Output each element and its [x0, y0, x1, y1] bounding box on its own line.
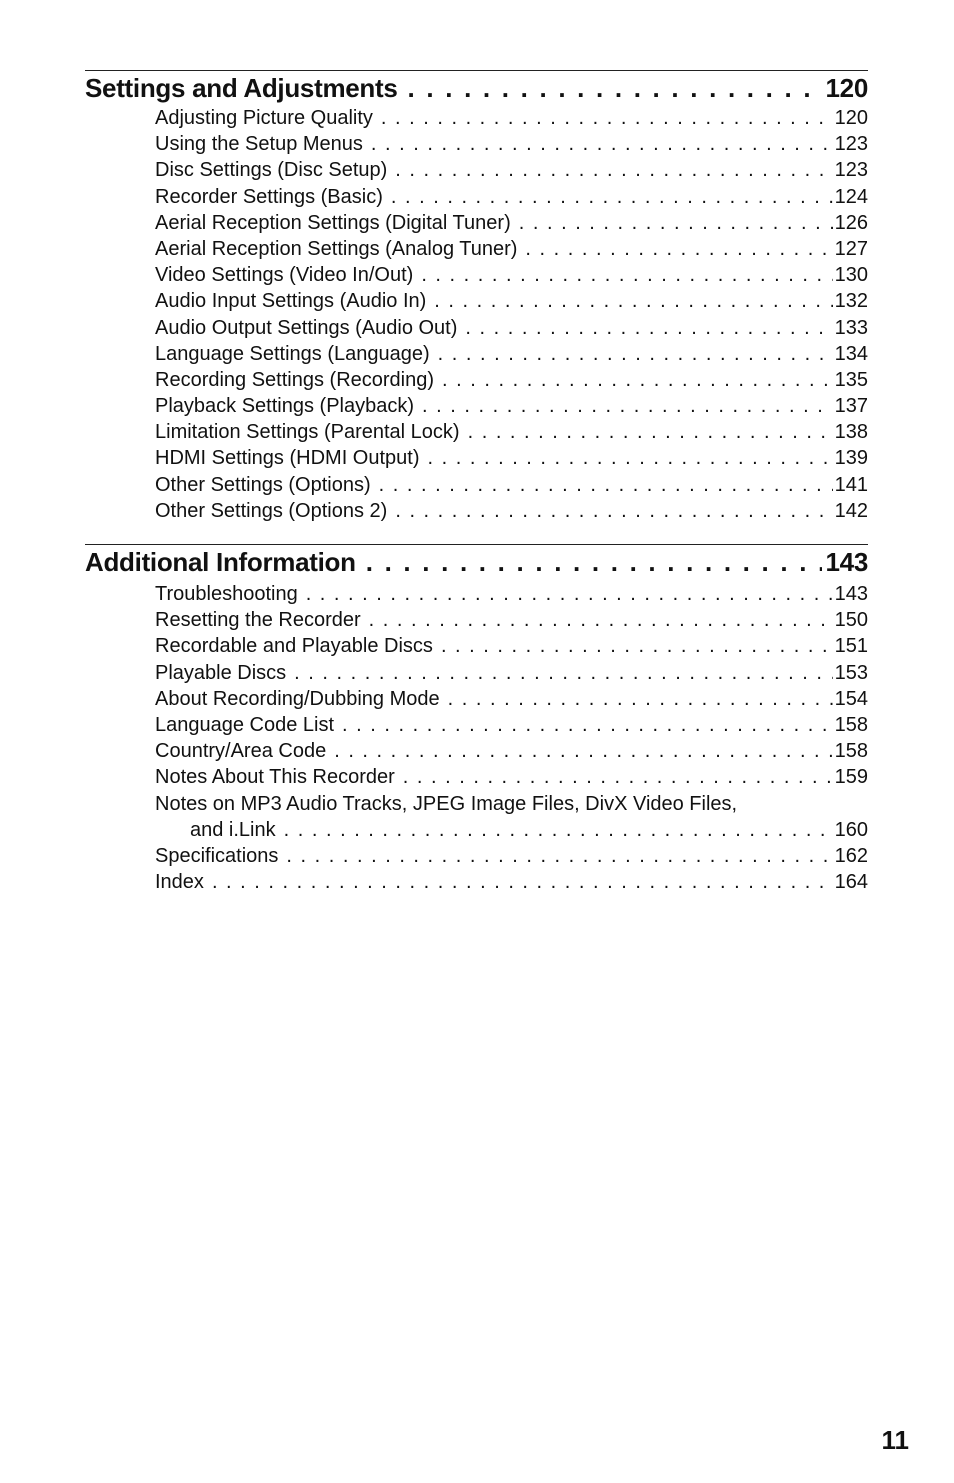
entry-label: Adjusting Picture Quality [155, 107, 373, 129]
dot-leader [391, 184, 833, 210]
toc-entry[interactable] [155, 764, 868, 790]
section-title: Settings and Adjustments [85, 73, 398, 103]
toc-entry[interactable] [155, 184, 868, 210]
dot-leader [381, 105, 833, 131]
toc-entry[interactable] [155, 262, 868, 288]
section-page: 120 [825, 73, 868, 103]
entry-page: 164 [834, 871, 868, 894]
entry-page: 133 [834, 316, 868, 339]
dot-leader [334, 738, 832, 764]
entry-page: 123 [834, 133, 868, 156]
entry-label: Aerial Reception Settings (Digital Tuner) [155, 211, 511, 234]
entry-page: 132 [834, 290, 868, 313]
entry-label: Other Settings (Options 2) [155, 499, 388, 522]
section-title: Additional Information [85, 547, 356, 577]
toc-entry[interactable] [155, 607, 868, 633]
entry-label: Disc Settings (Disc Setup) [155, 159, 388, 182]
toc-entry[interactable] [155, 686, 868, 712]
dot-leader [286, 843, 832, 869]
entry-page: 137 [834, 395, 868, 418]
entry-label: Recording Settings (Recording) [155, 368, 435, 391]
dot-leader [403, 764, 833, 790]
entry-page: 151 [834, 635, 868, 658]
entry-page: 130 [834, 264, 868, 287]
entry-label: About Recording/Dubbing Mode [155, 687, 440, 710]
dot-leader [448, 686, 833, 712]
toc-entry[interactable] [155, 472, 868, 498]
entry-page: 139 [834, 447, 868, 470]
entry-page: 120 [834, 107, 868, 129]
dot-leader [371, 131, 833, 157]
toc-entry[interactable] [155, 367, 868, 393]
dot-leader [408, 73, 822, 103]
toc-entry[interactable] [155, 498, 868, 524]
entry-page: 153 [834, 661, 868, 684]
section-page: 143 [825, 547, 868, 577]
toc-entry[interactable] [155, 210, 868, 236]
entry-page: 154 [834, 687, 868, 710]
dot-leader [369, 607, 833, 633]
entry-label: Video Settings (Video In/Out) [155, 264, 414, 287]
entry-page: 134 [834, 342, 868, 365]
entry-label: Resetting the Recorder [155, 609, 361, 632]
dot-leader [366, 547, 822, 577]
entry-label: Specifications [155, 844, 279, 867]
entry-page: 126 [834, 211, 868, 234]
entry-page: 158 [834, 740, 868, 763]
entry-page: 159 [834, 766, 868, 789]
entry-page: 123 [834, 159, 868, 182]
entry-label: Country/Area Code [155, 740, 327, 763]
toc-entry[interactable] [155, 633, 868, 659]
dot-leader [434, 288, 832, 314]
toc-entry[interactable] [155, 581, 868, 607]
dot-leader [428, 445, 833, 471]
entry-page: 124 [834, 185, 868, 208]
entry-label: Language Code List [155, 713, 335, 736]
section-heading[interactable] [85, 73, 868, 103]
dot-leader [525, 236, 832, 262]
entry-page: 142 [834, 499, 868, 522]
toc-entry[interactable] [155, 393, 868, 419]
dot-leader [379, 472, 833, 498]
entry-label: Recorder Settings (Basic) [155, 185, 383, 208]
entry-page: 160 [834, 818, 868, 841]
dot-leader [395, 498, 832, 524]
entry-page: 158 [834, 713, 868, 736]
dot-leader [441, 633, 833, 659]
dot-leader [284, 817, 833, 843]
entry-label: Audio Output Settings (Audio Out) [155, 316, 458, 339]
toc-entry-list [85, 105, 868, 524]
entry-label: Notes About This Recorder [155, 766, 395, 789]
dot-leader [395, 157, 832, 183]
entry-label: HDMI Settings (HDMI Output) [155, 447, 420, 470]
dot-leader [519, 210, 833, 236]
dot-leader [438, 341, 833, 367]
entry-page: 127 [834, 237, 868, 260]
entry-label: Playable Discs [155, 661, 287, 684]
entry-label: Limitation Settings (Parental Lock) [155, 421, 460, 444]
entry-page: 162 [834, 844, 868, 867]
dot-leader [306, 581, 833, 607]
dot-leader [468, 419, 833, 445]
entry-label: Using the Setup Menus [155, 133, 363, 156]
entry-label: Troubleshooting [155, 583, 298, 605]
entry-label: Audio Input Settings (Audio In) [155, 290, 427, 313]
toc-entry[interactable] [155, 712, 868, 738]
entry-label: Index [155, 871, 204, 894]
toc-entry[interactable] [155, 341, 868, 367]
dot-leader [465, 315, 832, 341]
entry-label-line2-row [155, 817, 868, 843]
toc-entry[interactable] [155, 288, 868, 314]
toc-entry[interactable] [155, 157, 868, 183]
section-heading[interactable] [85, 547, 868, 577]
section-divider [85, 544, 868, 545]
entry-label-line1: Notes on MP3 Audio Tracks, JPEG Image Files, DivX Video Files, [155, 792, 738, 815]
toc-entry[interactable] [155, 131, 868, 157]
toc-entry[interactable] [155, 419, 868, 445]
page-number: 11 [881, 1425, 909, 1455]
entry-label-line2: and i.Link [190, 818, 276, 841]
dot-leader [421, 262, 832, 288]
toc-entry[interactable] [155, 660, 868, 686]
entry-page: 138 [834, 421, 868, 444]
toc-entry[interactable] [155, 315, 868, 341]
entry-page: 135 [834, 368, 868, 391]
toc-entry[interactable] [155, 738, 868, 764]
entry-page: 143 [834, 583, 868, 605]
dot-leader [342, 712, 833, 738]
entry-page: 141 [834, 473, 868, 496]
dot-leader [294, 660, 832, 686]
toc-entry-multiline[interactable] [155, 791, 868, 843]
dot-leader [442, 367, 833, 393]
toc-entry-list [85, 581, 868, 895]
toc-section-settings [85, 70, 868, 524]
entry-label: Language Settings (Language) [155, 342, 430, 365]
toc-entry[interactable] [155, 843, 868, 869]
dot-leader [422, 393, 833, 419]
entry-label: Aerial Reception Settings (Analog Tuner) [155, 237, 518, 260]
dot-leader [212, 869, 833, 895]
toc-entry[interactable] [155, 105, 868, 131]
toc-entry[interactable] [155, 869, 868, 895]
toc-entry[interactable] [155, 236, 868, 262]
entry-page: 150 [834, 609, 868, 632]
toc-entry[interactable] [155, 445, 868, 471]
entry-label: Playback Settings (Playback) [155, 395, 415, 418]
section-divider [85, 70, 868, 71]
toc-section-additional-information [85, 544, 868, 895]
entry-label: Recordable and Playable Discs [155, 635, 433, 658]
entry-label: Other Settings (Options) [155, 473, 371, 496]
